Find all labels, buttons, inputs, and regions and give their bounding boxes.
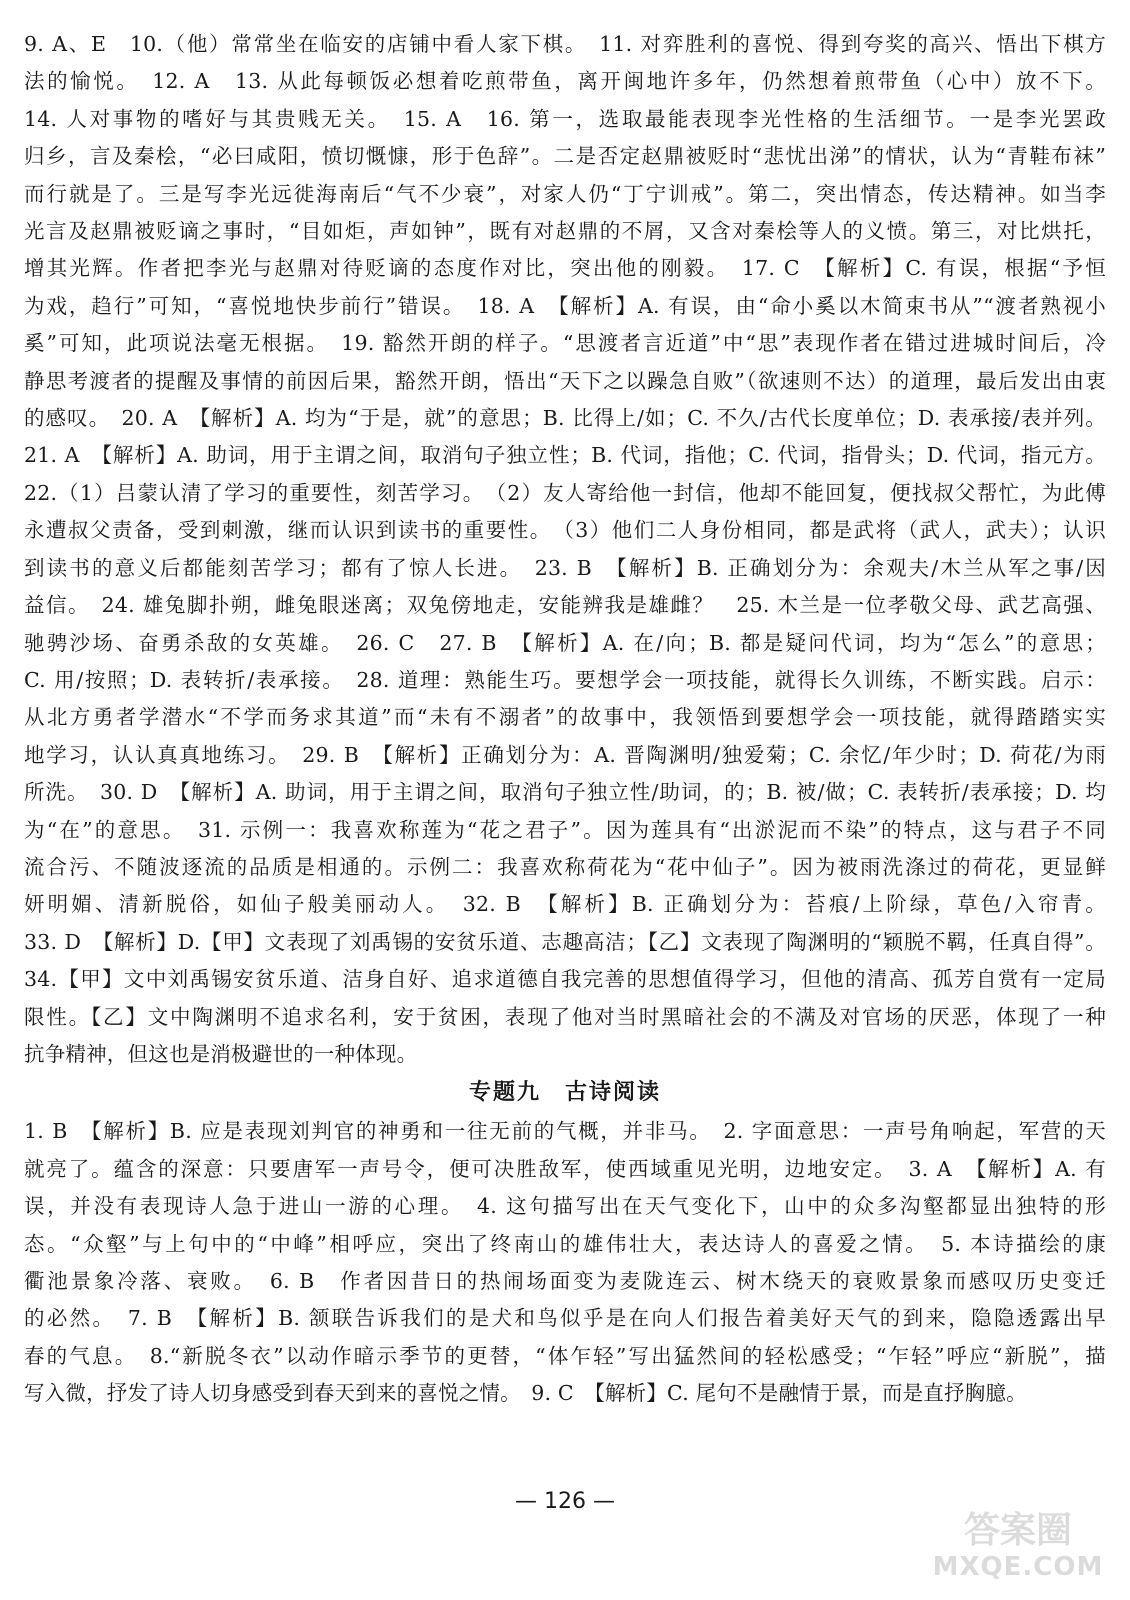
answer-line: 驰骋沙场、奋勇杀敌的女英雄。 26. C 27. B 【解析】A. 在/向；B. 都是疑问代词，均为“怎么”的意思；: [24, 630, 1106, 655]
answer-line: 光言及赵鼎被贬谪之事时，“目如炬，声如钟”，既有对赵鼎的不屑，又含对秦桧等人的义愤。第三，对比烘托，: [24, 219, 1106, 244]
answer-line: 益信。 24. 雄兔脚扑朔，雌兔眼迷离；双兔傍地走，安能辨我是雄雌？ 25. 木兰是一位孝敬父母、武艺高强、: [24, 593, 1106, 618]
answer-line: 增其光辉。作者把李光与赵鼎对待贬谪的态度作对比，突出他的刚毅。 17. C 【解析】C. 有误，根据“予恒: [24, 256, 1106, 281]
answer-page: [24, 26, 1106, 1413]
watermark-logo: [928, 1510, 1108, 1590]
answer-line: 1. B 【解析】B. 应是表现刘判官的神勇和一往无前的气概，并非马。 2. 字面意思：一声号角响起，军营的天: [24, 1119, 1106, 1144]
answer-line: 春的气息。 8.“新脱冬衣”以动作暗示季节的更替，“体乍轻”写出猛然间的轻松感受；“乍轻”呼应“新脱”，描: [24, 1343, 1106, 1368]
page-number: — 126 —: [515, 1489, 615, 1514]
answer-line: 22.（1）吕蒙认清了学习的重要性，刻苦学习。 （2）友人寄给他一封信，他却不能回复，便找叔父帮忙，为此傅: [24, 480, 1106, 505]
answer-line: 就亮了。蕴含的深意：只要唐军一声号令，便可决胜敌军，使西域重见光明，边地安定。 3. A 【解析】A. 有: [24, 1156, 1106, 1181]
section-title: 专题九 古诗阅读: [468, 1080, 661, 1106]
answer-line: 永遭叔父责备，受到刺激，继而认识到读书的重要性。 （3）他们二人身份相同，都是武将（武人，武夫）；认识: [24, 518, 1106, 543]
answer-line: 的感叹。 20. A 【解析】A. 均为“于是，就”的意思；B. 比得上/如；C. 不久/古代长度单位；D. 表承接/表并列。: [24, 406, 1106, 431]
answer-line: 33. D 【解析】D.【甲】文表现了刘禹锡的安贫乐道、志趣高洁；【乙】文表现了陶渊明的“颖脱不羁，任真自得”。: [24, 929, 1106, 954]
answer-line: 奚”可知，此项说法毫无根据。 19. 豁然开朗的样子。“思渡者言近道”中“思”表现作者在错过进城时间后，冷: [24, 331, 1106, 356]
answer-line: C. 用/按照；D. 表转折/表承接。 28. 道理：熟能生巧。要想学会一项技能，就得长久训练，不断实践。启示：: [24, 667, 1106, 692]
answer-line: 14. 人对事物的嗜好与其贵贱无关。 15. A 16. 第一，选取最能表现李光性格的生活细节。一是李光罢政: [24, 106, 1106, 131]
answer-line: 地学习，认认真真地练习。 29. B 【解析】正确划分为：A. 晋陶渊明/独爱菊；C. 余忆/年少时；D. 荷花/为雨: [24, 742, 1106, 767]
answer-line: 所洗。 30. D 【解析】A. 助词，用于主谓之间，取消句子独立性/助词，的；B. 被/做；C. 表转折/表承接；D. 均: [24, 780, 1106, 805]
answer-line: 妍明媚、清新脱俗，如仙子般美丽动人。 32. B 【解析】B. 正确划分为：苔痕/上阶绿，草色/入帘青。: [24, 892, 1106, 917]
watermark-text: 答案圈: [963, 1510, 1072, 1551]
answer-line: 从北方勇者学潜水“不学而务求其道”而“未有不溺者”的故事中，我领悟到要想学会一项技能，就得踏踏实实: [24, 705, 1106, 730]
answer-line: 流合污、不随波逐流的品质是相通的。示例二：我喜欢称荷花为“花中仙子”。因为被雨洗涤过的荷花，更显鲜: [24, 854, 1106, 879]
answer-line: 法的愉悦。 12. A 13. 从此每顿饭必想着吃煎带鱼，离开闽地许多年，仍然想着煎带鱼（心中）放不下。: [24, 69, 1106, 94]
answer-line: 静思考渡者的提醒及事情的前因后果，豁然开朗，悟出“天下之以躁急自败”（欲速则不达）的道理，最后发出由衷: [24, 368, 1106, 393]
answer-line: 限性。【乙】文中陶渊明不追求名利，安于贫困，表现了他对当时黑暗社会的不满及对官场的厌恶，体现了一种: [24, 1004, 1106, 1029]
answer-line: 为“在”的意思。 31. 示例一：我喜欢称莲为“花之君子”。因为莲具有“出淤泥而不染”的特点，这与君子不同: [24, 817, 1106, 842]
answers-block-part2: [24, 1113, 1106, 1412]
answer-line: 衢池景象冷落、衰败。 6. B 作者因昔日的热闹场面变为麦陇连云、树木绕天的衰败景象而感叹历史变迁: [24, 1269, 1106, 1293]
answers-block-part1: [24, 26, 1106, 1073]
answer-line: 误，并没有表现诗人急于进山一游的心理。 4. 这句描写出在天气变化下，山中的众多沟壑都显出独特的形: [24, 1194, 1106, 1219]
answer-line: 到读书的意义后都能刻苦学习；都有了惊人长进。 23. B 【解析】B. 正确划分为：余观夫/木兰从军之事/因: [24, 555, 1106, 580]
answer-line: 的必然。 7. B 【解析】B. 颔联告诉我们的是犬和鸟似乎是在向人们报告着美好天气的到来，隐隐透露出早: [24, 1306, 1106, 1331]
answer-line: 34.【甲】文中刘禹锡安贫乐道、洁身自好、追求道德自我完善的思想值得学习，但他的清高、孤芳自赏有一定局: [24, 967, 1106, 992]
watermark-url: MXQE.COM: [932, 1552, 1104, 1582]
answer-line: 为戏，趋行”可知，“喜悦地快步前行”错误。 18. A 【解析】A. 有误，由“命小奚以木简束书从”“渡者熟视小: [24, 293, 1106, 318]
answer-line: 而行就是了。三是写李光远徙海南后“气不少衰”，对家人仍“丁宁训戒”。第二，突出情态，传达精神。如当李: [24, 181, 1106, 206]
answer-line: 归乡，言及秦桧，“必曰咸阳，愤切慨慷，形于色辞”。二是否定赵鼎被贬时“悲忧出涕”的情状，认为“青鞋布袜”: [24, 144, 1106, 169]
answer-line: 态。“众壑”与上句中的“中峰”相呼应，突出了终南山的雄伟壮大，表达诗人的喜爱之情。 5. 本诗描绘的康: [24, 1231, 1106, 1256]
answer-line: 21. A 【解析】A. 助词，用于主谓之间，取消句子独立性；B. 代词，指他；C. 代词，指骨头；D. 代词，指元方。: [24, 443, 1106, 468]
answer-line: 写入微，抒发了诗人切身感受到春天到来的喜悦之情。 9. C 【解析】C. 尾句不是融情于景，而是直抒胸臆。: [24, 1381, 1027, 1406]
answer-line: 9. A、E 10.（他）常常坐在临安的店铺中看人家下棋。 11. 对弈胜利的喜悦、得到夸奖的高兴、悟出下棋方: [24, 32, 1106, 56]
answer-line: 抗争精神，但这也是消极避世的一种体现。: [24, 1041, 418, 1066]
